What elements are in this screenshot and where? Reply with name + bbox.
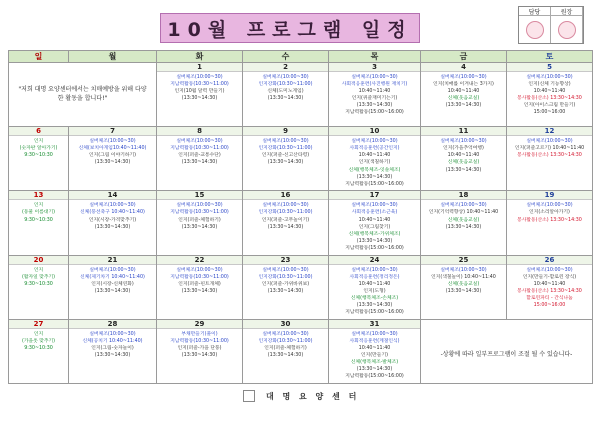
day-schedule <box>507 72 592 119</box>
day-schedule <box>421 200 506 232</box>
day-cell <box>243 63 329 127</box>
day-cell <box>243 255 329 319</box>
schedule-line: 실버체조(10:00~30) <box>526 267 573 273</box>
schedule-line: 실버체조(10:00~30) <box>262 139 309 145</box>
schedule-line: 인지 <box>33 331 44 337</box>
day-number: 25 <box>421 256 506 265</box>
day-number: 27 <box>9 320 68 329</box>
schedule-line: 15:00~16:00 <box>533 110 566 116</box>
day-cell <box>421 255 507 319</box>
day-number: 2 <box>243 63 328 72</box>
day-number: 14 <box>69 191 156 200</box>
schedule-line: 지남력활동(10:30~11:00) <box>170 338 229 344</box>
day-cell <box>329 191 421 255</box>
week-row <box>9 319 593 383</box>
day-cell <box>157 127 243 191</box>
schedule-line: 실버체조(10:00~30) <box>351 203 398 209</box>
schedule-line: 봉사활동(산소) 13:30~14:30 <box>517 288 582 294</box>
schedule-line: 실버체조(10:00~30) <box>526 139 573 145</box>
schedule-line: 신체(풍선축구 10:40~11:40) <box>80 210 145 216</box>
schedule-line: 10:40~11:40 <box>358 153 391 159</box>
schedule-line: 실버체조(10:00~30) <box>526 75 573 80</box>
day-schedule <box>9 265 68 290</box>
day-number: 30 <box>243 320 328 329</box>
day-schedule <box>329 136 420 190</box>
day-cell <box>9 191 69 255</box>
week-row <box>9 127 593 191</box>
day-cell <box>157 191 243 255</box>
schedule-line: 실버체조(10:00~30) <box>440 139 487 145</box>
schedule-line: 실버체조(10:00~30) <box>262 267 309 273</box>
day-schedule <box>329 265 420 319</box>
day-cell <box>329 255 421 319</box>
schedule-line: 사회적응훈련(계절인식) <box>349 338 400 344</box>
schedule-line: 실버체조(10:00~30) <box>440 203 487 209</box>
schedule-line: (13:30~14:30) <box>181 288 218 294</box>
schedule-line: 실버체조(10:00~30) <box>440 267 487 273</box>
approval-label-1: 담당 <box>519 7 551 16</box>
schedule-line: 실버체조(10:00~30) <box>262 203 309 209</box>
schedule-line: 인지강화(10:30~11:00) <box>258 82 313 88</box>
schedule-line: 인지(가을추억여행) <box>443 146 484 152</box>
schedule-line: 인지(퍼즐-체험하기) <box>264 345 307 351</box>
schedule-line: 10:40~11:40 <box>358 217 391 223</box>
weekday-sun: 일 <box>9 51 69 63</box>
schedule-line: 인지(색칠놀이) 10:40~11:40 <box>431 274 496 280</box>
day-number: 1 <box>157 63 242 72</box>
day-number: 7 <box>69 127 156 136</box>
schedule-line: 봉사활동(산소) 13:30~14:30 <box>517 217 582 223</box>
checkbox-icon <box>243 390 255 402</box>
schedule-line: (13:30~14:30) <box>445 224 482 230</box>
page-title: 10월 프로그램 일정 <box>160 13 420 43</box>
schedule-line: 실버체조(10:00~30) <box>89 331 136 337</box>
schedule-line: 인지 <box>33 267 44 273</box>
center-name: 대 명 요 양 센 터 <box>266 392 360 401</box>
day-cell <box>9 127 69 191</box>
day-number: 18 <box>421 191 506 200</box>
schedule-line: 실버체조(10:00~30) <box>351 75 398 80</box>
schedule-line: 실버체조(10:00~30) <box>351 267 398 273</box>
schedule-line: (13:30~14:30) <box>445 103 482 109</box>
approval-label-2: 원장 <box>551 7 583 16</box>
schedule-line: 지남력활동(10:30~11:00) <box>170 210 229 216</box>
schedule-line: 지남력활동(15:00~16:00) <box>345 110 404 116</box>
day-number: 20 <box>9 256 68 265</box>
stamp-icon <box>526 21 544 39</box>
day-cell <box>421 127 507 191</box>
schedule-line: 부채만들기(풀이) <box>181 331 218 337</box>
day-cell <box>243 127 329 191</box>
weekday-fri: 금 <box>421 51 507 63</box>
schedule-line: 신체(웃음교실) <box>447 217 480 223</box>
schedule-line: 실버체조(10:00~30) <box>262 331 309 337</box>
schedule-line: 사회적응훈련(사진행원 재치기) <box>341 82 408 88</box>
schedule-line: 10:40~11:40 <box>447 89 480 95</box>
schedule-line: 인지(시장-가격맞추기) <box>88 217 137 223</box>
schedule-line: 인지(신체 기능향상) <box>528 82 571 88</box>
intro-cell <box>9 63 157 127</box>
day-schedule <box>9 136 68 161</box>
schedule-line: 인지(퍼즐-핀트개체) <box>178 281 221 287</box>
schedule-line: 10:40~11:40 <box>447 153 480 159</box>
day-number: 8 <box>157 127 242 136</box>
day-schedule <box>69 265 156 297</box>
schedule-line: (활자일 맞추기) <box>21 274 56 280</box>
week-row <box>9 63 593 127</box>
schedule-line: (13:30~14:30) <box>445 167 482 173</box>
schedule-line: 인지 <box>33 203 44 209</box>
schedule-line: 인지(만들기) <box>361 353 388 359</box>
day-schedule <box>421 136 506 175</box>
schedule-line: 사회적응훈련(소근육) <box>351 210 398 216</box>
schedule-line: 15:00~16:00 <box>533 303 566 309</box>
day-number: 16 <box>243 191 328 200</box>
schedule-line: (13:30~14:30) <box>181 224 218 230</box>
schedule-line: 신체(웃음교실) <box>447 281 480 287</box>
schedule-line: 9:30~10:30 <box>24 153 53 159</box>
schedule-line: 신체(보치아게임10:40~11:40) <box>78 146 147 152</box>
schedule-line: 신체(제기차기 10:40~11:40) <box>80 274 145 280</box>
day-number: 5 <box>507 63 592 72</box>
schedule-line: 봉사활동(산소) 13:30~14:30 <box>517 153 582 159</box>
day-number: 15 <box>157 191 242 200</box>
schedule-line: 인지강화(10:30~11:00) <box>258 338 313 344</box>
schedule-line: 신체(도미노게임) <box>267 89 304 95</box>
schedule-line: (13:30~14:30) <box>94 288 131 294</box>
day-cell <box>329 127 421 191</box>
day-cell <box>9 255 69 319</box>
weekday-thu: 목 <box>329 51 421 63</box>
day-number: 26 <box>507 256 592 265</box>
schedule-line: 봉사활동(산소) 13:30~14:30 <box>517 96 582 102</box>
schedule-line: 인지(그림-숫자놀이) <box>91 345 134 351</box>
schedule-line: (13:30~14:30) <box>267 288 304 294</box>
schedule-line: 인지(아이스크림 만들기) <box>523 103 576 109</box>
notice-cell <box>421 319 593 383</box>
weekday-tue: 화 <box>157 51 243 63</box>
schedule-line: (가을옷 맞추기) <box>21 338 56 344</box>
schedule-line: 인지(기억력향상) 10:40~11:40 <box>428 210 499 216</box>
schedule-line: (13:30~14:30) <box>267 224 304 230</box>
schedule-line: 인지(퍼즐-체험하기) <box>178 217 221 223</box>
schedule-line: 신체(웃음교실) <box>447 160 480 166</box>
day-number: 28 <box>69 320 156 329</box>
day-schedule <box>9 200 68 225</box>
day-number: 3 <box>329 63 420 72</box>
day-schedule <box>507 136 592 161</box>
day-schedule <box>243 72 328 104</box>
schedule-line: (13:30~14:30) <box>356 303 393 309</box>
schedule-line: 인지(퍼즐-신고산타령) <box>261 153 310 159</box>
approval-stamp-2 <box>551 16 583 43</box>
day-schedule <box>157 136 242 168</box>
schedule-line: 지남력활동(15:00~16:00) <box>345 374 404 380</box>
intro-text: "저희 대명 요양센터에서는 치매예방을 위해 다양한 활동을 합니다!" <box>18 86 147 102</box>
day-number: 22 <box>157 256 242 265</box>
schedule-line: 10:40~11:40 <box>533 281 566 287</box>
schedule-line: 인지(퍼즐-가위바위보) <box>261 281 310 287</box>
schedule-line: (13:30~14:30) <box>181 96 218 102</box>
schedule-line: 신체(웃음교실) <box>447 96 480 102</box>
day-cell <box>69 127 157 191</box>
schedule-line: 실버체조(10:00~30) <box>440 75 487 80</box>
day-schedule <box>421 265 506 297</box>
day-schedule <box>243 200 328 232</box>
schedule-line: 인지(10월 달력 만들기) <box>174 89 225 95</box>
schedule-line: 인지(도형) <box>363 288 386 294</box>
schedule-line: 인지(그림찾기) <box>358 224 391 230</box>
day-number: 11 <box>421 127 506 136</box>
schedule-line: (13:30~14:30) <box>267 353 304 359</box>
day-schedule <box>421 72 506 111</box>
weekday-header <box>9 51 593 63</box>
schedule-line: 실버체조(10:00~30) <box>89 139 136 145</box>
schedule-line: 인지(시장-신체연화) <box>91 281 134 287</box>
schedule-line: (13:30~14:30) <box>356 174 393 180</box>
day-schedule <box>157 265 242 297</box>
week-row <box>9 191 593 255</box>
notice-text: -상황에 따라 일부프로그램이 조절 될 수 있습니다- <box>440 350 573 358</box>
day-number: 23 <box>243 256 328 265</box>
schedule-line: (숫자판 알아가기) <box>19 146 58 152</box>
weekday-sat: 토 <box>507 51 593 63</box>
schedule-line: 지남력활동(10:30~11:00) <box>170 82 229 88</box>
schedule-line: 인지(퍼즐-교통수단) <box>178 153 221 159</box>
schedule-line: (13:30~14:30) <box>445 288 482 294</box>
stamp-icon <box>558 21 576 39</box>
day-schedule <box>243 329 328 361</box>
schedule-line: 실버체조(10:00~30) <box>89 203 136 209</box>
day-number: 9 <box>243 127 328 136</box>
schedule-line: (동물 이름대기) <box>21 210 56 216</box>
schedule-line: 지남력활동(15:00~16:00) <box>345 181 404 187</box>
schedule-line: 할로윈파티 - 간식나눔 <box>526 295 573 301</box>
schedule-line: (13:30~14:30) <box>94 224 131 230</box>
schedule-line: 실버체조(10:00~30) <box>89 267 136 273</box>
day-schedule <box>157 72 242 104</box>
day-cell <box>69 191 157 255</box>
schedule-line: 인지(퀴즐재미기는기) <box>351 96 398 102</box>
day-schedule <box>157 329 242 361</box>
schedule-line: 9:30~10:30 <box>24 217 53 223</box>
day-cell <box>421 63 507 127</box>
schedule-line: (13:30~14:30) <box>94 353 131 359</box>
day-number: 6 <box>9 127 68 136</box>
schedule-line: (13:30~14:30) <box>94 160 131 166</box>
schedule-line: (13:30~14:30) <box>267 96 304 102</box>
schedule-line: 실버체조(10:00~30) <box>176 203 223 209</box>
day-number: 19 <box>507 191 592 200</box>
day-schedule <box>329 329 420 383</box>
schedule-line: 사회적응훈련(공간인지) <box>349 146 400 152</box>
schedule-line: 신체(행복체조-손체조) <box>350 295 399 301</box>
schedule-line: 지남력활동(15:00~16:00) <box>345 245 404 251</box>
schedule-line: (13:30~14:30) <box>356 103 393 109</box>
approval-stamp-1 <box>519 16 551 43</box>
schedule-line: 인지(색칠하기) <box>358 160 391 166</box>
schedule-line: 신체(행복체조-잇솔체조) <box>348 167 401 173</box>
day-cell <box>69 255 157 319</box>
schedule-line: 인지(소리알아가기) <box>529 210 570 216</box>
schedule-line: 인지강화(10:30~11:00) <box>258 146 313 152</box>
schedule-line: 인지(퍼즐-고무놀이기) <box>261 217 310 223</box>
schedule-line: 인지(만들기-할로윈 장식) <box>522 274 577 280</box>
schedule-line: 신체(공치기 10:40~11:40) <box>82 338 143 344</box>
day-number: 21 <box>69 256 156 265</box>
schedule-line: 실버체조(10:00~30) <box>176 75 223 80</box>
schedule-line: 인지(치매를 이겨내는 3가지) <box>433 82 494 88</box>
day-schedule <box>507 200 592 225</box>
day-schedule <box>69 200 156 232</box>
day-number: 24 <box>329 256 420 265</box>
day-cell <box>243 191 329 255</box>
schedule-line: (13:30~14:30) <box>181 353 218 359</box>
schedule-line: (13:30~14:30) <box>356 367 393 373</box>
day-schedule <box>243 265 328 297</box>
day-schedule <box>329 200 420 254</box>
schedule-line: 인지(그림 이야기하기) <box>89 153 136 159</box>
day-cell <box>157 319 243 383</box>
day-number: 4 <box>421 63 506 72</box>
schedule-line: 실버체조(10:00~30) <box>176 267 223 273</box>
day-schedule <box>507 265 592 312</box>
day-schedule <box>329 72 420 119</box>
schedule-line: 신체(행복체조-발체조) <box>350 360 399 366</box>
day-schedule <box>157 200 242 232</box>
schedule-line: 지남력활동(10:30~11:00) <box>170 274 229 280</box>
day-cell <box>9 319 69 383</box>
schedule-line: 인지강화(10:30~11:00) <box>258 210 313 216</box>
schedule-line: 9:30~10:30 <box>24 281 53 287</box>
day-schedule <box>9 329 68 354</box>
day-cell <box>421 191 507 255</box>
day-number: 13 <box>9 191 68 200</box>
day-number: 31 <box>329 320 420 329</box>
schedule-line: 10:40~11:40 <box>358 89 391 95</box>
schedule-line: 인지(퍼즐고르기) 10:40~11:40 <box>514 146 585 152</box>
schedule-line: (13:30~14:30) <box>181 160 218 166</box>
schedule-line: 실버체조(10:00~30) <box>351 139 398 145</box>
day-cell <box>507 191 593 255</box>
schedule-line: 인지 <box>33 139 44 145</box>
schedule-line: (13:30~14:30) <box>356 238 393 244</box>
schedule-line: 인지강화(10:30~11:00) <box>258 274 313 280</box>
day-number: 12 <box>507 127 592 136</box>
weekday-mon: 월 <box>69 51 157 63</box>
schedule-line: 인지(퍼즐-가을 단풍) <box>177 345 222 351</box>
day-cell <box>329 63 421 127</box>
schedule-line: 실버체조(10:00~30) <box>176 139 223 145</box>
day-schedule <box>243 136 328 168</box>
day-cell <box>507 255 593 319</box>
schedule-line: 10:40~11:40 <box>533 89 566 95</box>
day-cell <box>243 319 329 383</box>
schedule-line: 지남력활동(15:00~16:00) <box>345 310 404 316</box>
schedule-line: 실버체조(10:00~30) <box>351 331 398 337</box>
day-schedule <box>69 329 156 361</box>
weekday-wed: 수 <box>243 51 329 63</box>
schedule-line: (13:30~14:30) <box>267 160 304 166</box>
schedule-line: 실버체조(10:00~30) <box>262 75 309 80</box>
schedule-line: 10:40~11:40 <box>358 281 391 287</box>
schedule-line: 9:30~10:30 <box>24 345 53 351</box>
day-number: 10 <box>329 127 420 136</box>
day-schedule <box>69 136 156 168</box>
calendar-table <box>8 50 593 384</box>
day-cell <box>157 255 243 319</box>
day-cell <box>69 319 157 383</box>
schedule-line: 실버체조(10:00~30) <box>526 203 573 209</box>
schedule-line: 신체(행복체조-가위체조) <box>348 231 401 237</box>
day-number: 29 <box>157 320 242 329</box>
day-cell <box>329 319 421 383</box>
approval-box <box>518 6 584 44</box>
week-row <box>9 255 593 319</box>
day-number: 17 <box>329 191 420 200</box>
day-cell <box>507 127 593 191</box>
schedule-line: 사회적응훈련(정리정돈) <box>349 274 400 280</box>
schedule-line: 10:40~11:40 <box>358 345 391 351</box>
schedule-line: 지남력활동(10:30~11:00) <box>170 146 229 152</box>
day-cell <box>507 63 593 127</box>
day-cell <box>157 63 243 127</box>
